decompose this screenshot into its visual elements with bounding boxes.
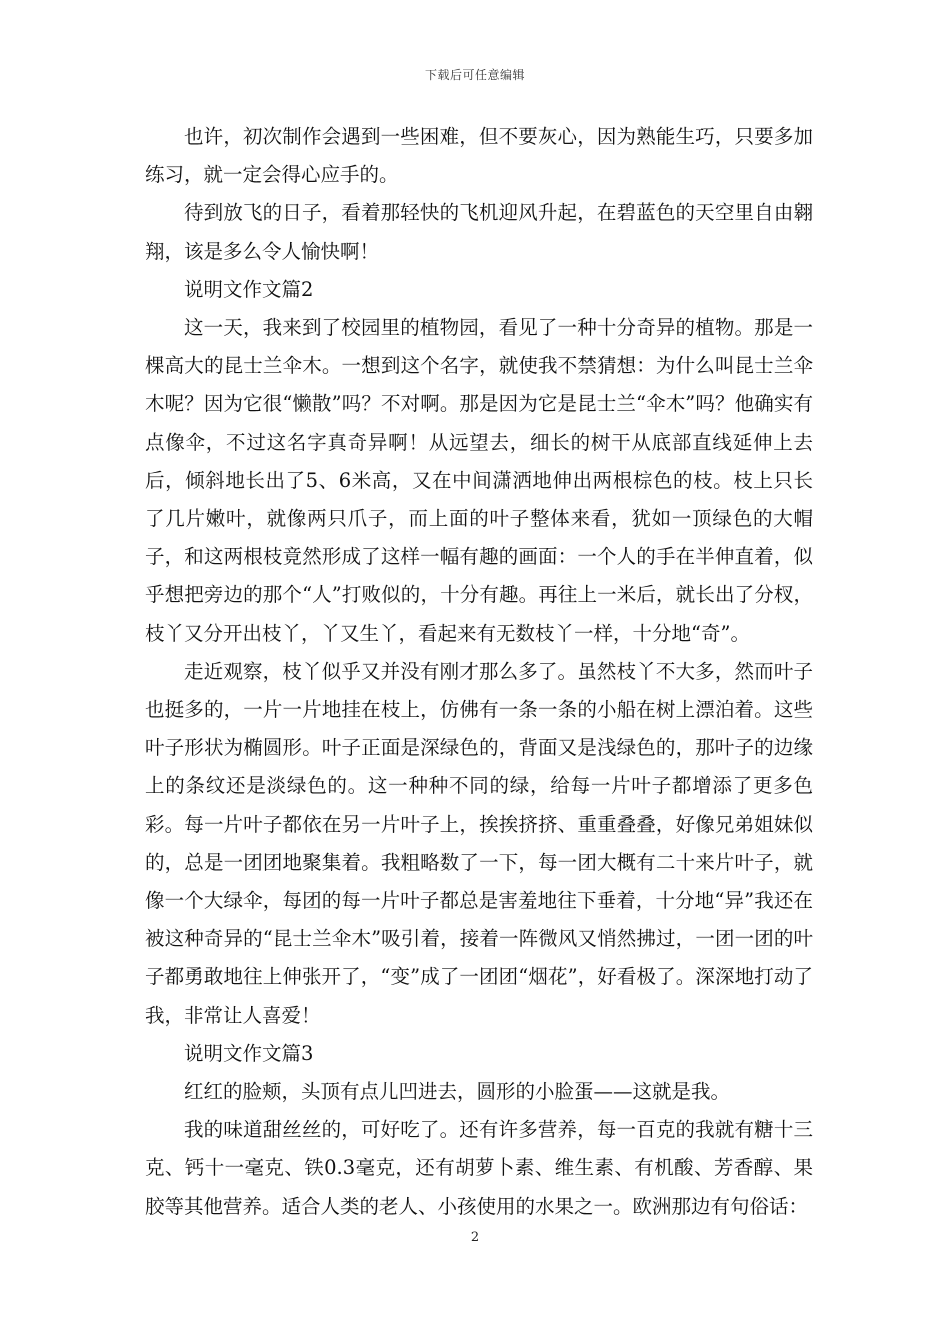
section-heading: 说明文作文篇2 — [184, 277, 314, 301]
paragraph: 待到放飞的日子，看着那轻快的飞机迎风升起，在碧蓝色的天空里自由翱翔，该是多么令人愉快啊！ — [145, 201, 813, 263]
document-body — [145, 118, 813, 1226]
page-number: 2 — [470, 1230, 480, 1245]
paragraph: 这一天，我来到了校园里的植物园，看见了一种十分奇异的植物。那是一棵高大的昆士兰伞木。一想到这个名字，就使我不禁猜想：为什么叫昆士兰伞木呢？因为它很“懒散”吗？不对啊。那是因为它是昆士兰“伞木”吗？他确实有点像伞，不过这名字真奇异啊！从远望去，细长的树干从底部直线延伸上去后，倾斜地长出了5、6米高，又在中间潇洒地伸出两根棕色的枝。枝上只长了几片嫩叶，就像两只爪子，而上面的叶子整体来看，犹如一顶绿色的大帽子，和这两根枝竟然形成了这样一幅有趣的画面：一个人的手在半伸直着，似乎想把旁边的那个“人”打败似的，十分有趣。再往上一米后，就长出了分杈，枝丫又分开出枝丫，丫又生丫，看起来有无数枝丫一样，十分地“奇”。 — [145, 316, 813, 645]
page-header: 下载后可任意编辑 — [424, 68, 525, 82]
paragraph: 也许，初次制作会遇到一些困难，但不要灰心，因为熟能生巧，只要多加练习，就一定会得心应手的。 — [145, 125, 813, 187]
paragraph: 红红的脸颊，头顶有点儿凹进去，圆形的小脸蛋——这就是我。 — [184, 1080, 731, 1104]
paragraph: 走近观察，枝丫似乎又并没有刚才那么多了。虽然枝丫不大多，然而叶子也挺多的，一片一片地挂在枝上，仿佛有一条一条的小船在树上漂泊着。这些叶子形状为椭圆形。叶子正面是深绿色的，背面又是浅绿色的，那叶子的边缘上的条纹还是淡绿色的。这一种种不同的绿，给每一片叶子都增添了更多色彩。每一片叶子都依在另一片叶子上，挨挨挤挤、重重叠叠，好像兄弟姐妹似的，总是一团团地聚集着。我粗略数了一下，每一团大概有二十来片叶子，就像一个大绿伞，每团的每一片叶子都总是害羞地往下垂着，十分地“异”我还在被这种奇异的“昆士兰伞木”吸引着，接着一阵微风又悄然拂过，一团一团的叶子都勇敢地往上伸张开了，“变”成了一团团“烟花”，好看极了。深深地打动了我，非常让人喜爱！ — [145, 659, 813, 1027]
paragraph: 我的味道甜丝丝的，可好吃了。还有许多营养，每一百克的我就有糖十三克、钙十一毫克、铁0.3毫克，还有胡萝卜素、维生素、有机酸、芳香醇、果胶等其他营养。适合人类的老人、小孩使用的水果之一。欧洲那边有句俗话： — [145, 1118, 813, 1218]
section-heading: 说明文作文篇3 — [184, 1041, 314, 1065]
